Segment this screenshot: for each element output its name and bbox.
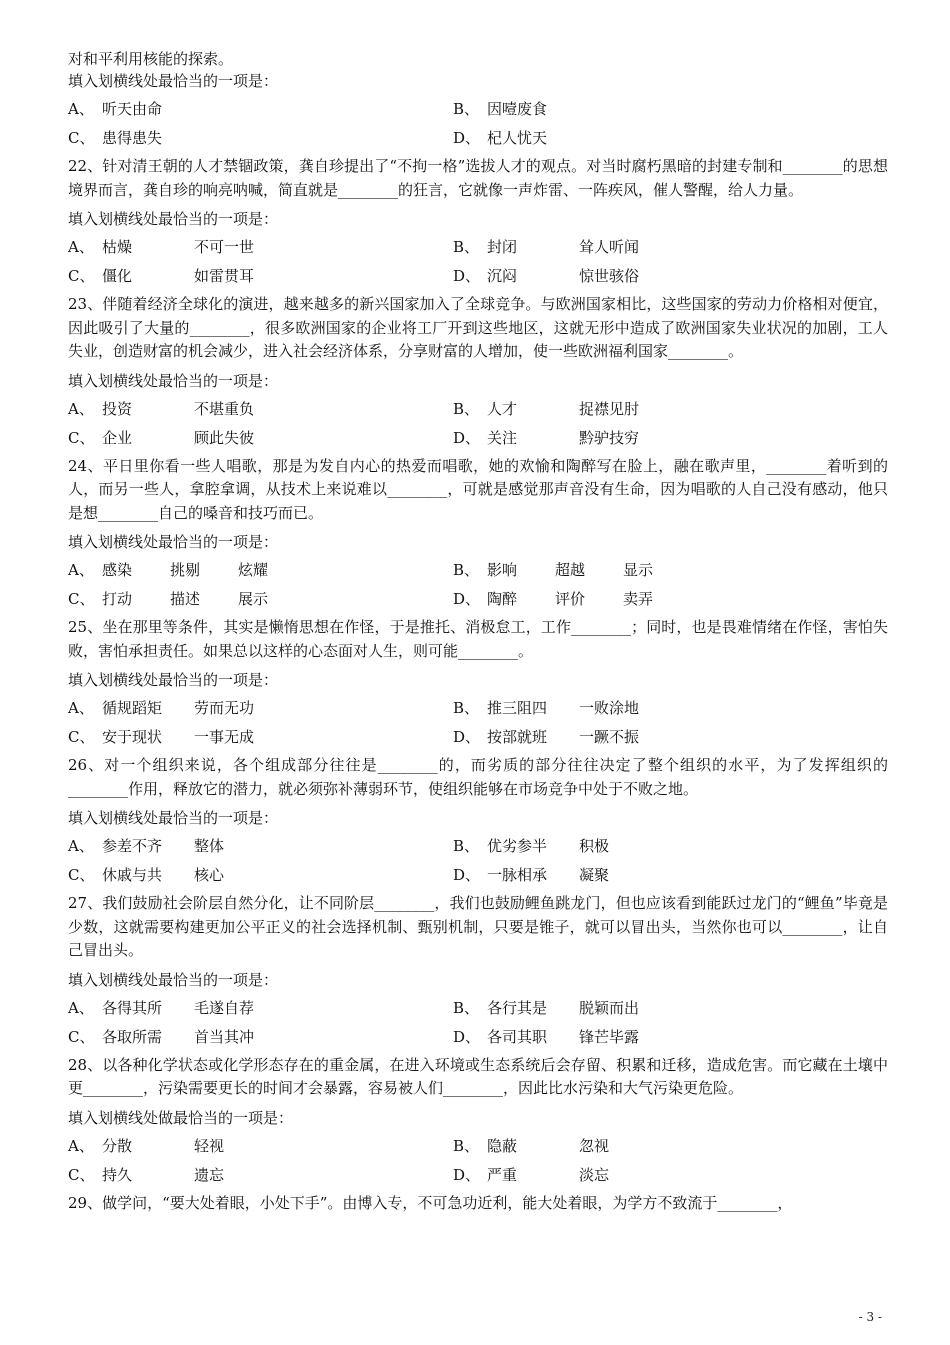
q22-text: 22、针对清王朝的人才禁锢政策，龚自珍提出了“不拘一格”选拔人才的观点。对当时腐朽黑暗的封建专制和________的思想境界而言，龚自珍的响亮呐喊，简直就是________的狂言，它就像一声炸雷、一阵疾风，催人警醒，给人力量。	[68, 157, 888, 199]
page-number: - 3 -	[858, 1310, 882, 1324]
option-word: 毛遂自荐	[194, 998, 255, 1017]
q23-option-c	[68, 427, 453, 449]
q25-option-c	[68, 726, 453, 748]
option-word: 沉闷	[487, 267, 518, 285]
q23-text: 23、伴随着经济全球化的演进，越来越多的新兴国家加入了全球竞争。与欧洲国家相比，这些国家的劳动力价格相对便宜，因此吸引了大量的________，很多欧洲国家的企业将工厂开到这些地区，这就无形中造成了欧洲国家失业状况的加剧，工人失业，创造财富的机会减少，进入社会经济体系，分享财富的人增加，使一些欧洲福利国家________。	[68, 295, 888, 360]
q28-options	[68, 1135, 888, 1186]
option-label: B、	[453, 100, 480, 118]
q25-prompt: 填入划横线处最恰当的一项是：	[68, 671, 279, 689]
q25-options	[68, 697, 888, 748]
q21-option-b	[453, 98, 888, 120]
q24-option-b	[453, 559, 888, 581]
q24-option-a	[68, 559, 453, 581]
q24-options	[68, 559, 888, 610]
option-word: 不堪重负	[194, 399, 255, 418]
option-word: 黔驴技穷	[579, 428, 640, 447]
option-label: C、	[68, 1027, 95, 1046]
option-label: D、	[453, 728, 481, 746]
q22-option-c	[68, 265, 453, 287]
option-word: 投资	[102, 399, 133, 418]
q26-option-d	[453, 864, 888, 886]
option-label: D、	[453, 866, 481, 884]
q26-option-c	[68, 864, 453, 886]
option-word: 按部就班	[487, 728, 548, 746]
option-label: B、	[453, 561, 480, 579]
option-word: 持久	[102, 1165, 133, 1184]
q28-option-c	[68, 1164, 453, 1186]
q26-text: 26、对一个组织来说，各个组成部分往往是________的，而劣质的部分往往决定了整个组织的水平，为了发挥组织的________作用，释放它的潜力，就必须弥补薄弱环节，使组织能够在市场竞争中处于不败之地。	[68, 756, 888, 798]
option-word: 不可一世	[194, 238, 255, 256]
option-word: 循规蹈矩	[102, 699, 163, 717]
option-label: D、	[453, 129, 481, 147]
q28-text: 28、以各种化学状态或化学形态存在的重金属，在进入环境或生态系统后会存留、积累和迁移，造成危害。而它藏在土壤中更________，污染需要更长的时间才会暴露，容易被人们________，因此比水污染和大气污染更危险。	[68, 1055, 888, 1097]
option-label: D、	[453, 267, 481, 285]
option-label: B、	[453, 1136, 480, 1155]
option-word: 各司其职	[487, 1027, 548, 1046]
q23-prompt: 填入划横线处最恰当的一项是：	[68, 371, 279, 390]
option-word: 耸人听闻	[579, 238, 640, 256]
option-word: 卖弄	[623, 590, 654, 608]
carryover-text: 对和平利用核能的探索。	[68, 50, 234, 68]
option-word: 影响	[487, 561, 518, 579]
q21-options	[68, 98, 888, 149]
option-label: C、	[68, 129, 95, 147]
option-word: 锋芒毕露	[579, 1027, 640, 1046]
option-word: 各取所需	[102, 1027, 163, 1046]
q29-text: 29、做学问，“要大处着眼，小处下手”。由博入专，不可急功近利，能大处着眼，为学方不致流于________，	[68, 1193, 793, 1212]
q24-option-c	[68, 588, 453, 610]
option-word: 一脉相承	[487, 866, 548, 884]
option-word: 杞人忧天	[487, 129, 548, 147]
option-label: C、	[68, 590, 95, 608]
option-word: 枯燥	[102, 238, 133, 256]
q26-prompt: 填入划横线处最恰当的一项是：	[68, 809, 279, 827]
q28-option-a	[68, 1135, 453, 1157]
option-word: 一事无成	[194, 728, 255, 746]
option-label: C、	[68, 866, 95, 884]
q25-option-b	[453, 697, 888, 719]
q21-prompt: 填入划横线处最恰当的一项是：	[68, 72, 279, 90]
option-label: A、	[68, 837, 94, 855]
q21-option-a	[68, 98, 453, 120]
q27-option-d	[453, 1026, 888, 1048]
option-word: 脱颖而出	[579, 998, 640, 1017]
option-word: 轻视	[194, 1136, 225, 1155]
option-label: B、	[453, 399, 480, 418]
option-word: 封闭	[487, 238, 518, 256]
option-word: 劳而无功	[194, 699, 255, 717]
option-word: 捉襟见肘	[579, 399, 640, 418]
option-word: 整体	[194, 837, 225, 855]
q28-option-d	[453, 1164, 888, 1186]
option-word: 遗忘	[194, 1165, 225, 1184]
q27-option-c	[68, 1026, 453, 1048]
q23-options	[68, 398, 888, 449]
option-word: 分散	[102, 1136, 133, 1155]
option-label: C、	[68, 428, 95, 447]
option-word: 首当其冲	[194, 1027, 255, 1046]
option-word: 患得患失	[102, 129, 163, 147]
q25-option-a	[68, 697, 453, 719]
q28-option-b	[453, 1135, 888, 1157]
option-word: 忽视	[579, 1136, 610, 1155]
q26-option-a	[68, 835, 453, 857]
option-word: 安于现状	[102, 728, 163, 746]
q21-option-c	[68, 127, 453, 149]
page-content	[68, 48, 888, 1221]
option-word: 各行其是	[487, 998, 548, 1017]
option-label: D、	[453, 428, 481, 447]
option-word: 一蹶不振	[579, 728, 640, 746]
option-label: C、	[68, 267, 95, 285]
q24-text: 24、平日里你看一些人唱歌，那是为发自内心的热爱而唱歌，她的欢愉和陶醉写在脸上，融在歌声里，________着听到的人，而另一些人，拿腔拿调，从技术上来说难以________，可就是感觉那声音没有生命，因为唱歌的人自己没有感动，他只是想________自己的嗓音和技巧而已。	[68, 456, 888, 522]
option-word: 感染	[102, 561, 133, 579]
option-word: 严重	[487, 1165, 518, 1184]
option-word: 隐蔽	[487, 1136, 518, 1155]
option-word: 淡忘	[579, 1165, 610, 1184]
option-label: D、	[453, 590, 481, 608]
q26-option-b	[453, 835, 888, 857]
q23-option-b	[453, 398, 888, 420]
option-label: A、	[68, 1136, 94, 1155]
option-label: A、	[68, 100, 94, 118]
option-label: B、	[453, 238, 480, 256]
option-label: D、	[453, 1165, 481, 1184]
option-word: 评价	[555, 590, 586, 608]
q28-prompt: 填入划横线处做最恰当的一项是：	[68, 1108, 294, 1127]
q21-option-d	[453, 127, 888, 149]
q22-option-a	[68, 236, 453, 258]
option-label: C、	[68, 728, 95, 746]
option-word: 凝聚	[579, 866, 610, 884]
option-label: B、	[453, 699, 480, 717]
option-word: 休戚与共	[102, 866, 163, 884]
option-word: 显示	[623, 561, 654, 579]
option-word: 优劣参半	[487, 837, 548, 855]
option-word: 积极	[579, 837, 610, 855]
q27-option-b	[453, 997, 888, 1019]
option-word: 一败涂地	[579, 699, 640, 717]
option-label: A、	[68, 399, 94, 418]
q25-option-d	[453, 726, 888, 748]
q27-text: 27、我们鼓励社会阶层自然分化，让不同阶层________，我们也鼓励鲤鱼跳龙门，但也应该看到能跃过龙门的“鲤鱼”毕竟是少数，这就需要构建更加公平正义的社会选择机制、甄别机制，只要是锥子，就可以冒出头，当然你也可以________，让自己冒出头。	[68, 894, 888, 959]
option-word: 各得其所	[102, 998, 163, 1017]
option-word: 人才	[487, 399, 518, 418]
option-label: A、	[68, 699, 94, 717]
option-word: 推三阻四	[487, 699, 548, 717]
q26-options	[68, 835, 888, 886]
option-label: B、	[453, 998, 480, 1017]
q23-option-a	[68, 398, 453, 420]
option-label: B、	[453, 837, 480, 855]
q25-text: 25、坐在那里等条件，其实是懒惰思想在作怪，于是推托、消极怠工，工作________；同时，也是畏难情绪在作怪，害怕失败，害怕承担责任。如果总以这样的心态面对人生，则可能________。	[68, 618, 888, 660]
q24-prompt: 填入划横线处最恰当的一项是：	[68, 533, 279, 551]
option-word: 打动	[102, 590, 133, 608]
option-word: 惊世骇俗	[579, 267, 640, 285]
q22-option-b	[453, 236, 888, 258]
option-word: 挑剔	[170, 561, 201, 579]
option-label: A、	[68, 238, 94, 256]
option-word: 企业	[102, 428, 133, 447]
q27-options	[68, 997, 888, 1048]
option-word: 如雷贯耳	[194, 267, 255, 285]
option-word: 顾此失彼	[194, 428, 255, 447]
option-label: D、	[453, 1027, 481, 1046]
option-label: A、	[68, 561, 94, 579]
q27-prompt: 填入划横线处最恰当的一项是：	[68, 970, 279, 989]
q22-prompt: 填入划横线处最恰当的一项是：	[68, 210, 279, 228]
q22-options	[68, 236, 888, 287]
q24-option-d	[453, 588, 888, 610]
q22-option-d	[453, 265, 888, 287]
option-word: 描述	[170, 590, 201, 608]
option-word: 关注	[487, 428, 518, 447]
option-label: C、	[68, 1165, 95, 1184]
q27-option-a	[68, 997, 453, 1019]
option-word: 超越	[555, 561, 586, 579]
option-word: 展示	[238, 590, 269, 608]
option-word: 陶醉	[487, 590, 518, 608]
q23-option-d	[453, 427, 888, 449]
option-word: 僵化	[102, 267, 133, 285]
option-word: 核心	[194, 866, 225, 884]
option-word: 炫耀	[238, 561, 269, 579]
option-word: 参差不齐	[102, 837, 163, 855]
option-label: A、	[68, 998, 94, 1017]
option-word: 听天由命	[102, 100, 163, 118]
option-word: 因噎废食	[487, 100, 548, 118]
